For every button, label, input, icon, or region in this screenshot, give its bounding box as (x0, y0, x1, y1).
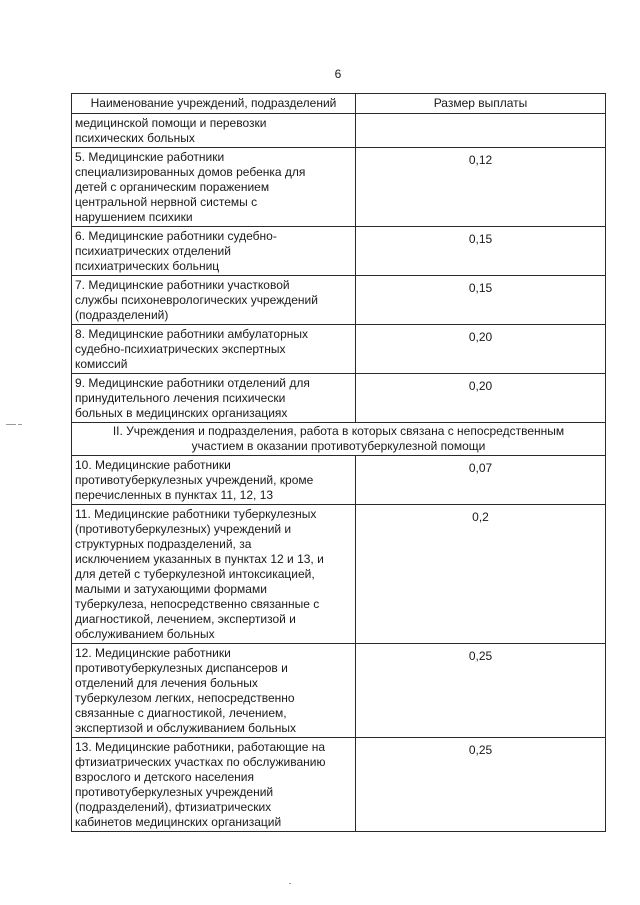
scan-mark (6, 424, 16, 425)
row-description: 12. Медицинские работники противотуберкулезных диспансеров и отделений для лечения больных туберкулезом легких, непосредственно связанные с диагностикой, лечением, экспертизой и обслуживанием больных (72, 644, 356, 738)
page-number: 6 (334, 67, 342, 81)
row-description: 10. Медицинские работники противотуберкулезных учреждений, кроме перечисленных в пунктах 11, 12, 13 (72, 456, 356, 505)
table-row (72, 374, 606, 423)
row-amount: 0,07 (356, 456, 606, 505)
scan-mark (289, 883, 291, 884)
row-amount: 0,15 (356, 227, 606, 276)
row-amount: 0,20 (356, 374, 606, 423)
scan-mark (18, 424, 22, 425)
table-row (72, 227, 606, 276)
table-row (72, 456, 606, 505)
payment-table (71, 93, 606, 832)
row-amount: 0,12 (356, 148, 606, 227)
table-row (72, 325, 606, 374)
row-description: медицинской помощи и перевозки психических больных (72, 114, 356, 148)
section-heading-row (72, 423, 606, 456)
row-description: 13. Медицинские работники, работающие на фтизиатрических участках по обслуживанию взрослого и детского населения противотуберкулезных учреждений (подразделений), фтизиатрических кабинетов медицинских организаций (72, 738, 356, 832)
row-description: 6. Медицинские работники судебно- психиатрических отделений психиатрических больниц (72, 227, 356, 276)
table-header-row (72, 94, 606, 114)
column-header-amount: Размер выплаты (356, 94, 606, 114)
row-amount: 0,15 (356, 276, 606, 325)
row-amount: 0,2 (356, 505, 606, 644)
row-description: 8. Медицинские работники амбулаторных судебно-психиатрических экспертных комиссий (72, 325, 356, 374)
column-header-name: Наименование учреждений, подразделений (72, 94, 356, 114)
row-amount: 0,20 (356, 325, 606, 374)
table-row (72, 148, 606, 227)
table-row (72, 505, 606, 644)
row-amount: 0,25 (356, 738, 606, 832)
table-row (72, 276, 606, 325)
row-description: 11. Медицинские работники туберкулезных (противотуберкулезных) учреждений и структурных подразделений, за исключением указанных в пунктах 12 и 13, и для детей с туберкулезной интоксикацией, малыми и затухающими формами туберкулеза, непосредственно связанные с диагностикой, лечением, экспертизой и обслуживанием больных (72, 505, 356, 644)
row-description: 5. Медицинские работники специализированных домов ребенка для детей с органическим поражением центральной нервной системы с нарушением психики (72, 148, 356, 227)
section-heading: II. Учреждения и подразделения, работа в которых связана с непосредственным участием в оказании противотуберкулезной помощи (72, 423, 606, 456)
table-row (72, 644, 606, 738)
table-row (72, 114, 606, 148)
table-row (72, 738, 606, 832)
row-amount (356, 114, 606, 148)
row-description: 9. Медицинские работники отделений для принудительного лечения психически больных в медицинских организациях (72, 374, 356, 423)
row-amount: 0,25 (356, 644, 606, 738)
row-description: 7. Медицинские работники участковой службы психоневрологических учреждений (подразделений) (72, 276, 356, 325)
